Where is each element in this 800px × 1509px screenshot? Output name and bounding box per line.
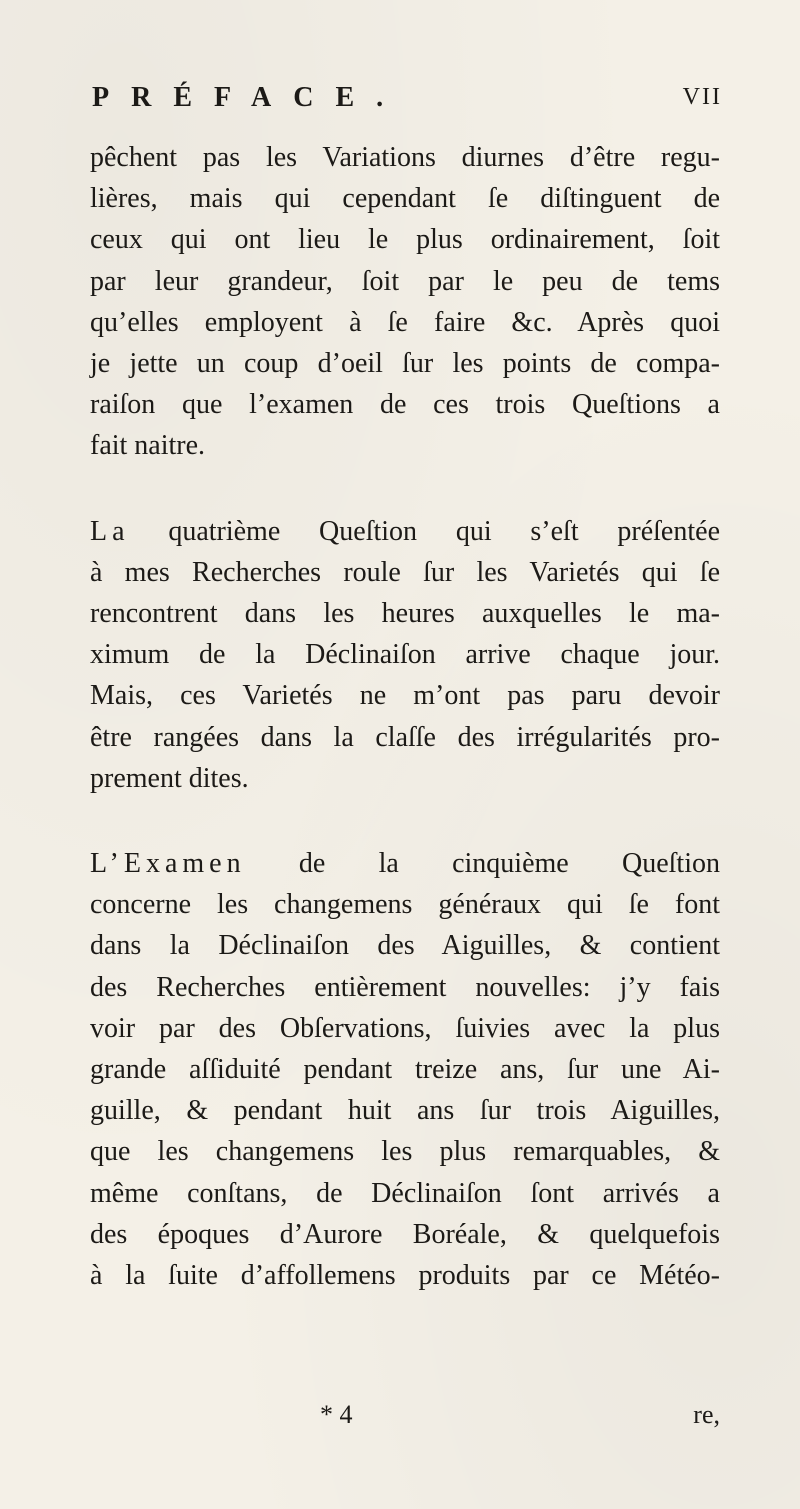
text-line: des Recherches entièrement nouvelles: j’y fais bbox=[90, 971, 720, 1003]
page-number: VII bbox=[682, 84, 722, 110]
text-line: guille, & pendant huit ans ſur trois Aiguilles, bbox=[90, 1095, 720, 1127]
page-footer bbox=[90, 1400, 720, 1436]
running-header bbox=[92, 82, 722, 122]
paragraph-lead: L’Examen bbox=[90, 848, 246, 880]
paragraph-lead: La bbox=[90, 515, 130, 547]
text-line: ceux qui ont lieu le plus ordinairement, ſoit bbox=[90, 224, 720, 256]
text-line: pêchent pas les Variations diurnes d’être regu- bbox=[90, 142, 720, 173]
text-line-rest: quatrième Queſtion qui s’eſt préſentée bbox=[129, 515, 720, 547]
text-line: à la ſuite d’affollemens produits par ce Météo- bbox=[90, 1260, 720, 1292]
text-line: voir par des Obſervations, ſuivies avec la plus bbox=[90, 1012, 720, 1044]
text-line: ximum de la Déclinaiſon arrive chaque jour. bbox=[90, 639, 720, 671]
text-line: par leur grandeur, ſoit par le peu de tems bbox=[90, 265, 720, 297]
text-line: fait naitre. bbox=[90, 430, 206, 462]
text-line: lières, mais qui cependant ſe diſtinguent de bbox=[90, 183, 720, 215]
text-line: je jette un coup d’oeil ſur les points de compa- bbox=[90, 348, 720, 380]
text-line bbox=[90, 511, 720, 552]
text-line: des époques d’Aurore Boréale, & quelquefois bbox=[90, 1218, 720, 1250]
text-line: être rangées dans la claſſe des irrégularités pro- bbox=[90, 721, 720, 753]
paragraph-3 bbox=[90, 843, 720, 1296]
text-line bbox=[90, 843, 720, 884]
page-title: PRÉFACE. bbox=[92, 82, 406, 113]
text-line: grande aſſiduité pendant treize ans, ſur une Ai- bbox=[90, 1054, 720, 1086]
text-line: qu’elles employent à ſe faire &c. Après quoi bbox=[90, 306, 720, 338]
body-text bbox=[90, 137, 720, 1296]
paragraph-2 bbox=[90, 511, 720, 799]
text-line: rencontrent dans les heures auxquelles le ma- bbox=[90, 598, 720, 630]
text-line: que les changemens les plus remarquables, & bbox=[90, 1136, 720, 1168]
text-line: concerne les changemens généraux qui ſe font bbox=[90, 889, 720, 921]
text-line: Mais, ces Varietés ne m’ont pas paru devoir bbox=[90, 680, 720, 712]
text-line: prement dites. bbox=[90, 762, 249, 794]
text-line: même conſtans, de Déclinaiſon ſont arrivés a bbox=[90, 1177, 720, 1209]
signature-mark: * 4 bbox=[320, 1400, 353, 1429]
text-line: à mes Recherches roule ſur les Varietés qui ſe bbox=[90, 556, 720, 588]
catchword: re, bbox=[693, 1400, 720, 1429]
text-line: raiſon que l’examen de ces trois Queſtions a bbox=[90, 389, 720, 421]
text-line: dans la Déclinaiſon des Aiguilles, & contient bbox=[90, 930, 720, 962]
text-line-rest: de la cinquième Queſtion bbox=[245, 848, 720, 880]
paragraph-1 bbox=[90, 137, 720, 467]
